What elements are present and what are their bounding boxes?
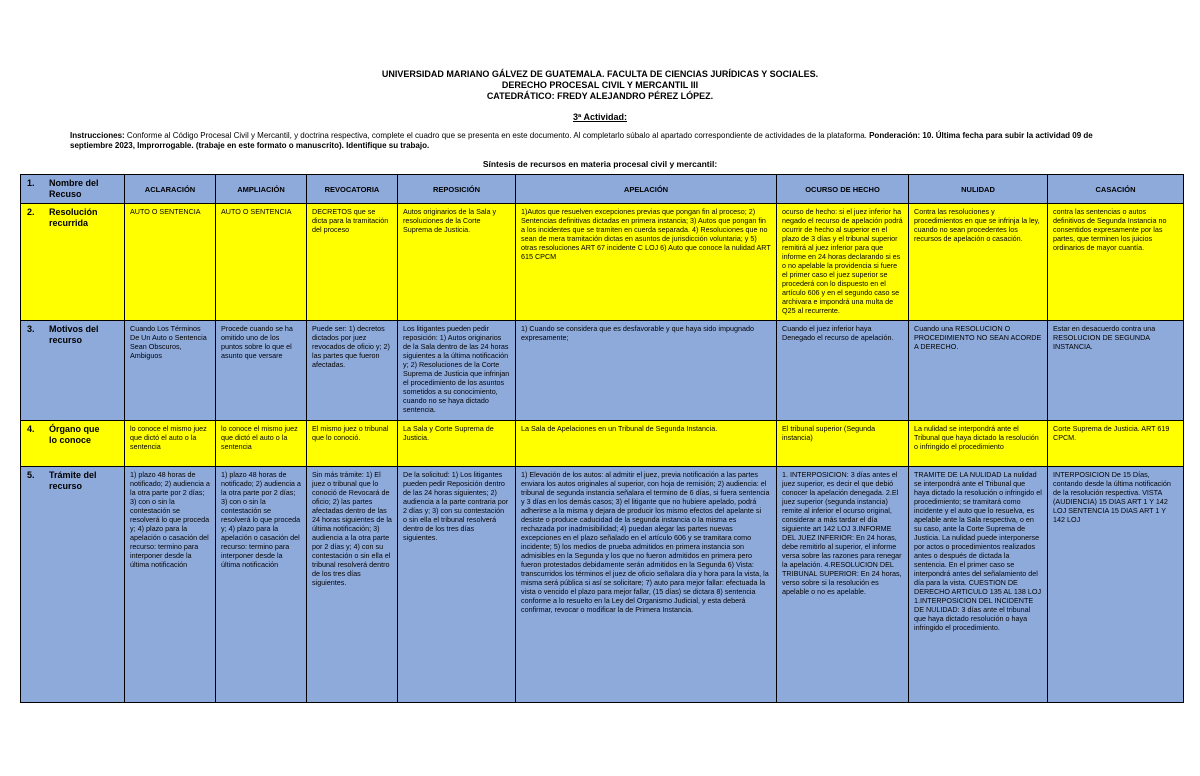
table-cell: INTERPOSICION De 15 Días, contando desde la última notificación de la resolución respectiva. VISTA (AUDIENCIA) 15 DIAS ART 1 Y 142 LOJ SENTENCIA 15 DIAS ART 1 Y 142 LOJ [1048, 467, 1184, 703]
resources-table [20, 174, 1184, 703]
table-cell: Puede ser: 1) decretos dictados por juez revocados de oficio y; 2) las partes que fueron afectadas. [307, 321, 398, 421]
column-header: APELACIÓN [516, 175, 777, 204]
table-cell: Cuando el juez inferior haya Denegado el recurso de apelación. [777, 321, 909, 421]
table-cell: La Sala de Apelaciones en un Tribunal de Segunda Instancia. [516, 421, 777, 467]
instructions [70, 131, 1135, 151]
table-cell: Autos originarios de la Sala y resoluciones de la Corte Suprema de Justicia. [398, 204, 516, 321]
row-title: Motivos del recurso [49, 324, 99, 345]
column-header: ACLARACIÓN [125, 175, 216, 204]
instructions-label: Instrucciones: [70, 131, 125, 140]
column-header: AMPLIACIÓN [216, 175, 307, 204]
table-cell: Cuando Los Términos De Un Auto o Sentencia Sean Obscuros, Ambiguos [125, 321, 216, 421]
table-cell: El mismo juez o tribunal que lo conoció. [307, 421, 398, 467]
table-row [21, 421, 1184, 467]
row-number: 1. [27, 178, 35, 188]
table-cell: lo conoce el mismo juez que dictó el auto o la sentencia [125, 421, 216, 467]
table-cell: El tribunal superior (Segunda instancia) [777, 421, 909, 467]
header-line-2: DERECHO PROCESAL CIVIL Y MERCANTIL III [501, 80, 699, 90]
table-cell: contra las sentencias o autos definitivos de Segunda Instancia no consentidos expresamente por las partes, que terminen los juicios ordinarios de mayor cuantía. [1048, 204, 1184, 321]
row-title: Trámite del recurso [49, 470, 97, 491]
table-cell: 1) Elevación de los autos: al admitir el juez, previa notificación a las partes enviara los autos originales al superior, con hoja de remisión; 2) audiencia: el tribunal de segunda instancia señalara el termino de 6 días, si fuera sentencia y 3 días en los demás casos; 3) el litigante que no hubiere apelado, podrá adherirse a la misma y dejara de producir los mismo efectos del apelante si desiste o produce caducidad de la segunda instancia o la misma es rechazada por inadmisibilidad; 4) puedan alegar las partes nuevas excepciones en el plazo señalado en el artículo 606 y se tramitara como incidente; 5) los medios de prueba admitidos en primera instancia son admisibles en la Segunda y los que no fueron admitidos en primera pero fueron protestados debidamente serán admitidos en la Segunda 6) Vista: transcurridos los términos el juez de oficio señalara día y hora para la vista, la misma será pública si así se solicitare; 7) auto para mejor fallar: efectuada la vista o vencido el plazo para mejor fallar, (15 días) se dictara 8) sentencia conforme a lo resuelto en la Ley del Organismo Judicial, y esta deberá confirmar, revocar o modificar la de Primera Instancia. [516, 467, 777, 703]
table-cell: 1) plazo 48 horas de notificado; 2) audiencia a la otra parte por 2 días; 3) con o sin la contestación se resolverá lo que proceda y; 4) plazo para la apelación o casación del recurso: termino para interponer desde la última notificación [216, 467, 307, 703]
table-cell: La Sala y Corte Suprema de Justicia. [398, 421, 516, 467]
table-cell: ocurso de hecho: si el juez inferior ha negado el recurso de apelación podrá ocurrir de hecho al superior en el plazo de 3 días y el tribunal superior remitirá al juez inferior para que informe en 24 horas declarando si es o no apelable la providencia si fuere el primer caso el juez superior se procederá con lo dispuesto en el artículo 606 y en el segundo caso se archivara e impondrá una multa de Q25 al recurrente. [777, 204, 909, 321]
row-label [21, 204, 125, 321]
table-cell: La nulidad se interpondrá ante el Tribunal que haya dictado la resolución o infringido el procedimiento [909, 421, 1048, 467]
header-line-3: CATEDRÁTICO: FREDY ALEJANDRO PÉREZ LÓPEZ. [486, 91, 714, 101]
row-label [21, 321, 125, 421]
header-line-1: UNIVERSIDAD MARIANO GÁLVEZ DE GUATEMALA. FACULTA DE CIENCIAS JURÍDICAS Y SOCIALES. [381, 69, 819, 79]
row-title: Resolución recurrida [49, 207, 98, 228]
column-header: CASACIÓN [1048, 175, 1184, 204]
table-cell: 1)Autos que resuelven excepciones previas que pongan fin al proceso; 2) Sentencias definitivas dictadas en primera instancia; 3) Autos que pongan fin a los incidentes que se tramiten en cuerda separada. 4) Resoluciones que no sean de mera tramitación dictas en asuntos de jurisdicción voluntaria; y 5) otras resoluciones ART 67 incidente C LOJ 6) Auto que conoce la nulidad ART 615 CPCM [516, 204, 777, 321]
table-cell: De la solicitud: 1) Los litigantes pueden pedir Reposición dentro de las 24 horas siguientes; 2) audiencia a la parte contraria por 2 días y; 3) con su contestación o sin ella el tribunal resolverá dentro de los tres días siguientes. [398, 467, 516, 703]
instructions-bold-text: Ponderación: 10. Última fecha para subir la actividad 09 de septiembre 2023, Improrrogable. (trabaje en este formato o manuscrito). Identifique su trabajo. [70, 131, 1093, 150]
table-cell: TRAMITE DE LA NULIDAD La nulidad se interpondrá ante el Tribunal que haya dictado la resolución o infringido el procedimiento; se tramitará como incidente y el auto que lo resuelva, es apelable ante la Sala respectiva, o en su caso, ante la Corte Suprema de Justicia. La nulidad puede interponerse por actos o procedimientos realizados antes o después de dictada la sentencia. En el primer caso se interpondrá antes del señalamiento del día para la vista. CUESTION DE DERECHO ARTICULO 135 AL 138 LOJ 1.INTERPOSICION DEL INCIDENTE DE NULIDAD: 3 días ante el tribunal que haya dictado resolución o haya infringido el procedimiento. [909, 467, 1048, 703]
row-label [21, 467, 125, 703]
column-header: OCURSO DE HECHO [777, 175, 909, 204]
table-cell: AUTO O SENTENCIA [216, 204, 307, 321]
column-header: REVOCATORIA [307, 175, 398, 204]
row-number: 4. [27, 424, 35, 434]
row-number: 3. [27, 324, 35, 334]
row-label [21, 421, 125, 467]
row-title: Órgano que lo conoce [49, 424, 100, 445]
row-label [21, 175, 125, 204]
table-row [21, 467, 1184, 703]
table-cell: lo conoce el mismo juez que dictó el auto o la sentencia [216, 421, 307, 467]
table-cell: 1) Cuando se considera que es desfavorable y que haya sido impugnado expresamente; [516, 321, 777, 421]
table-cell: Los litigantes pueden pedir reposición: 1) Autos originarios de la Sala dentro de las 24 horas siguientes a la última notificación y; 2) Resoluciones de la Corte Suprema de Justicia que infrinjan el procedimiento de los asuntos sometidos a su conocimiento, cuando no se haya dictado sentencia. [398, 321, 516, 421]
table-subtitle: Síntesis de recursos en materia procesal civil y mercantil: [482, 159, 718, 169]
table-row [21, 204, 1184, 321]
row-title: Nombre del Recuso [49, 178, 99, 199]
table-cell: Estar en desacuerdo contra una RESOLUCION DE SEGUNDA INSTANCIA. [1048, 321, 1184, 421]
table-row [21, 175, 1184, 204]
column-header: NULIDAD [909, 175, 1048, 204]
table-cell: Corte Suprema de Justicia. ART 619 CPCM. [1048, 421, 1184, 467]
instructions-text: Conforme al Código Procesal Civil y Mercantil, y doctrina respectiva, complete el cuadro que se presenta en este documento. Al completarlo súbalo al apartado correspondiente de actividades de la plataforma. [124, 131, 870, 140]
activity-title: 3ª Actividad: [572, 112, 627, 122]
table-cell: Procede cuando se ha omitido uno de los puntos sobre lo que el asunto que versare [216, 321, 307, 421]
table-cell: Sin más trámite: 1) El juez o tribunal que lo conoció de Revocará de oficio; 2) las partes afectadas dentro de las 24 horas siguientes de la última notificación; 3) audiencia a la otra parte por 2 días y; 4) con su contestación o sin ella el tribunal resolverá dentro de los tres días siguientes. [307, 467, 398, 703]
document-header [0, 69, 1200, 102]
row-number: 5. [27, 470, 35, 480]
table-row [21, 321, 1184, 421]
table-cell: DECRETOS que se dicta para la tramitación del proceso [307, 204, 398, 321]
table-cell: 1. INTERPOSICION: 3 días antes el juez superior, es decir el que debió conocer la apelación denegada. 2.El juez superior (segunda instancia) remite al inferior el ocurso original, considerar a más tardar el día siguiente art 142 LOJ 3.INFORME DEL JUEZ INFERIOR: En 24 horas, debe remitirlo al superior, el informe versa sobre las razones para renegar la apelación. 4.RESOLUCION DEL TRIBUNAL SUPERIOR: En 24 horas, verso sobre si la resolución es apelable o no es apelable. [777, 467, 909, 703]
table-cell: Contra las resoluciones y procedimientos en que se infrinja la ley, cuando no sean procedentes los recursos de apelación o casación. [909, 204, 1048, 321]
column-header: REPOSICIÓN [398, 175, 516, 204]
table-cell: 1) plazo 48 horas de notificado; 2) audiencia a la otra parte por 2 días; 3) con o sin la contestación se resolverá lo que proceda y; 4) plazo para la apelación o casación del recurso: termino para interponer desde la última notificación [125, 467, 216, 703]
row-number: 2. [27, 207, 35, 217]
table-cell: Cuando una RESOLUCION O PROCEDIMIENTO NO SEAN ACORDE A DERECHO. [909, 321, 1048, 421]
table-cell: AUTO O SENTENCIA [125, 204, 216, 321]
